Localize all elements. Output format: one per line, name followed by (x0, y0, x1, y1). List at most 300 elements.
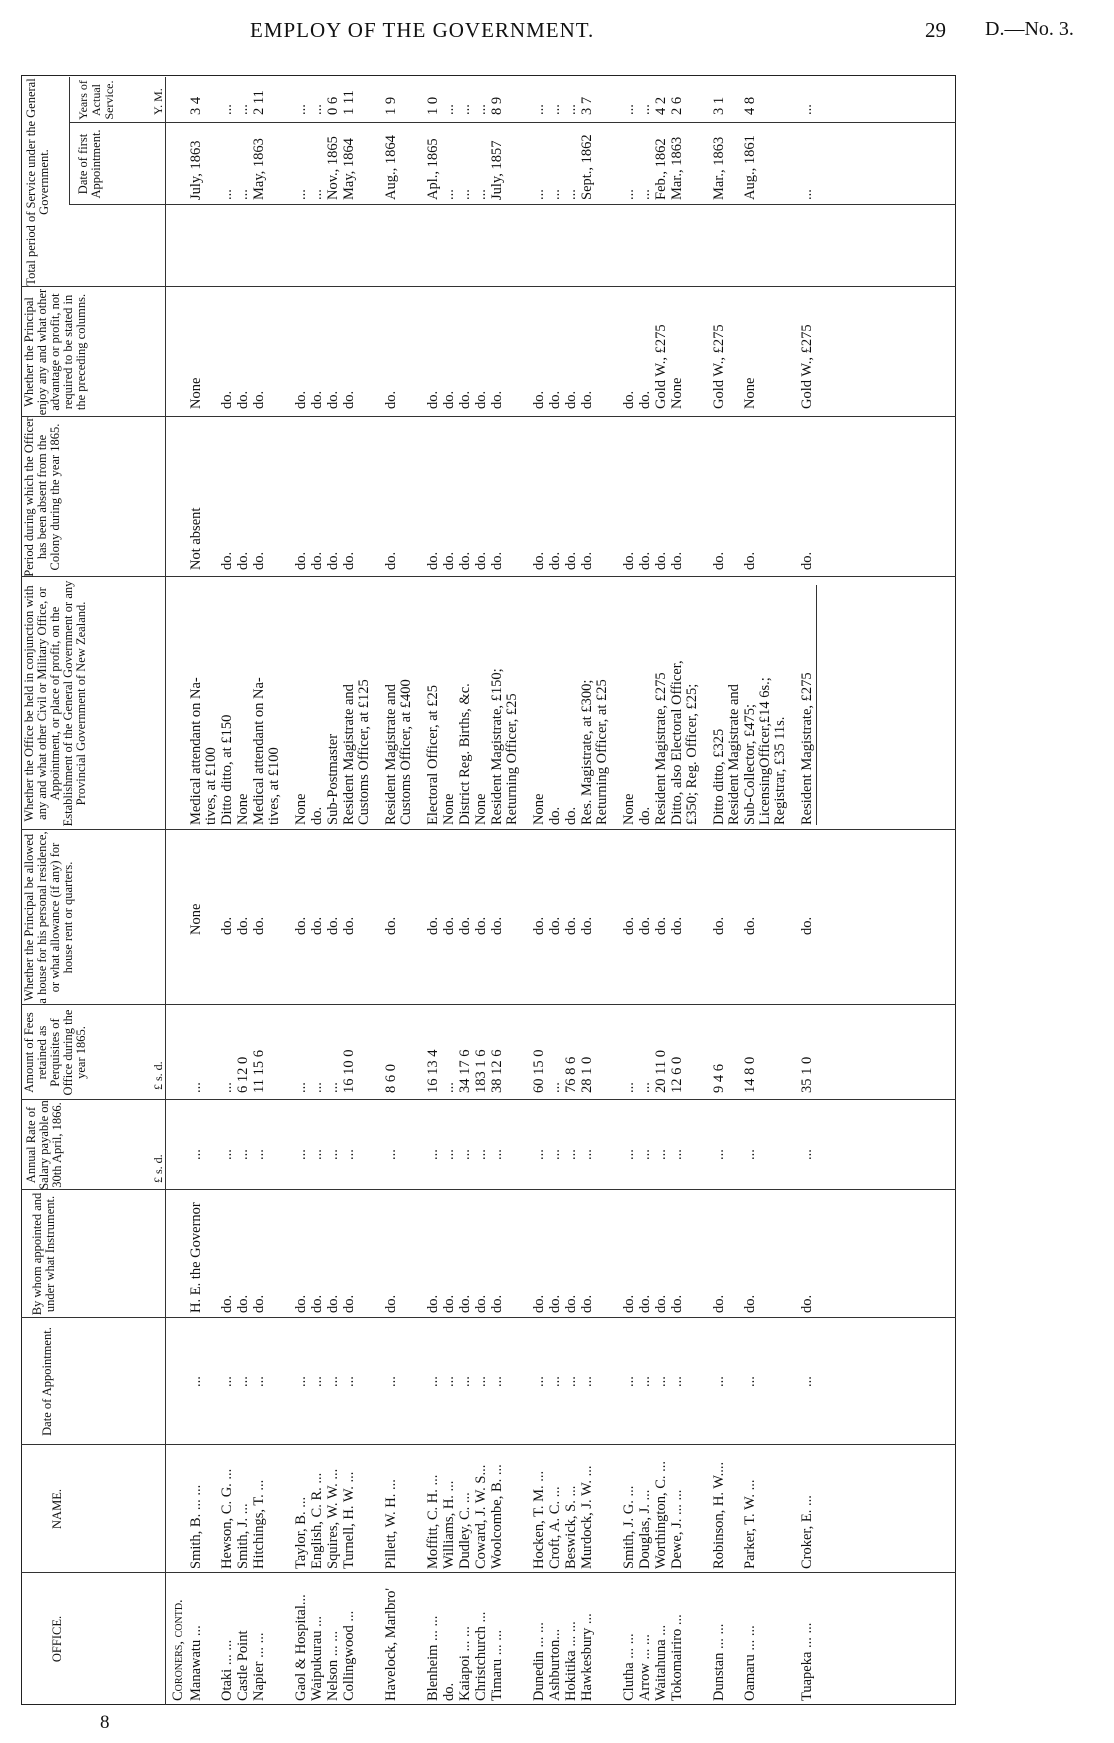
cell-house: do. (457, 916, 473, 935)
cell-office-conjunction: Ditto ditto, at £150 (219, 714, 235, 825)
cell-ym: ... (799, 104, 815, 115)
cell-by: do. (251, 1294, 267, 1313)
cell-office: Gaol & Hospital... (293, 1594, 309, 1701)
cell-office: Timaru ... ... (489, 1629, 505, 1701)
cell-name: Croker, E. ... (799, 1495, 815, 1569)
cell-fees: ... (621, 1082, 637, 1093)
cell-fees: 76 8 6 (563, 1056, 579, 1093)
cell-name: Coward, J. W. S... (473, 1464, 489, 1569)
cell-date: ... (219, 1376, 235, 1387)
cell-salary: ... (425, 1149, 441, 1160)
cell-by: do. (742, 1294, 758, 1313)
cell-office-conjunction: LicensingOfficer,£14 6s.; (757, 677, 773, 825)
cell-salary: ... (383, 1149, 399, 1160)
cell-date: ... (251, 1376, 267, 1387)
header-salary: Annual Rate of Salary payable on 30th April, 1866. (24, 1100, 64, 1190)
cell-first: Apl., 1865 (425, 138, 441, 200)
header-absence: Period during which the Officer has been absent from the Colony during the year 1865. (22, 417, 62, 577)
cell-name: Beswick, S. ... (563, 1485, 579, 1569)
cell-office: do. (441, 1682, 457, 1701)
cell-fees: 6 12 0 (235, 1056, 251, 1093)
cell-first: May, 1864 (341, 138, 357, 200)
cell-adv: do. (219, 390, 235, 409)
cell-name: Parker, T. W. ... (742, 1479, 758, 1569)
header-rule (165, 77, 166, 1705)
column-divider (21, 1317, 956, 1318)
cell-first: ... (531, 189, 547, 200)
cell-name: Douglas, J. ... (637, 1489, 653, 1569)
cell-date: ... (188, 1376, 204, 1387)
cell-salary: ... (711, 1149, 727, 1160)
cell-ym: ... (547, 104, 563, 115)
cell-ym: ... (637, 104, 653, 115)
cell-absent: do. (235, 551, 251, 570)
cell-house: do. (325, 916, 341, 935)
cell-office: Ashburton... (547, 1628, 563, 1701)
cell-salary: ... (457, 1149, 473, 1160)
cell-salary: ... (473, 1149, 489, 1160)
cell-office: Collingwood ... (341, 1610, 357, 1701)
cell-house: do. (547, 916, 563, 935)
cell-fees: 12 6 0 (669, 1056, 685, 1093)
cell-ym: 2 11 (251, 90, 267, 115)
cell-absent: do. (457, 551, 473, 570)
cell-office: Havelock, Marlbro' (383, 1588, 399, 1701)
cell-office-conjunction: Resident Magistrate, £275 (799, 672, 815, 825)
cell-ym: ... (457, 104, 473, 115)
cell-office: Otaki ... ... (219, 1639, 235, 1701)
cell-office: Dunstan ... ... (711, 1623, 727, 1701)
cell-adv: do. (547, 390, 563, 409)
cell-house: do. (309, 916, 325, 935)
cell-absent: do. (309, 551, 325, 570)
cell-absent: do. (669, 551, 685, 570)
cell-by: do. (473, 1294, 489, 1313)
header-rule (69, 77, 70, 205)
cell-by: do. (711, 1294, 727, 1313)
cell-house: None (188, 903, 204, 935)
cell-first: Nov., 1865 (325, 136, 341, 200)
cell-adv: do. (235, 390, 251, 409)
cell-salary: ... (341, 1149, 357, 1160)
cell-adv: do. (309, 390, 325, 409)
cell-office-conjunction: Customs Officer, at £125 (356, 679, 372, 825)
cell-adv: Gold W., £275 (799, 324, 815, 409)
cell-office: Hawkesbury ... (579, 1613, 595, 1701)
cell-by: do. (309, 1294, 325, 1313)
cell-absent: do. (653, 551, 669, 570)
cell-office: Arrow ... ... (637, 1634, 653, 1701)
cell-first: May, 1863 (251, 138, 267, 200)
cell-by: do. (669, 1294, 685, 1313)
cell-office-conjunction: None (473, 793, 489, 825)
cell-adv: do. (473, 390, 489, 409)
cell-office-conjunction: None (441, 793, 457, 825)
cell-by: do. (621, 1294, 637, 1313)
cell-date: ... (547, 1376, 563, 1387)
cell-first: Aug., 1861 (742, 135, 758, 200)
cell-fees: ... (293, 1082, 309, 1093)
cell-adv: do. (579, 390, 595, 409)
footer-page-number: 8 (100, 1712, 110, 1733)
cell-date: ... (669, 1376, 685, 1387)
header-first-appointment: Date of first Appointment. (76, 129, 103, 199)
cell-name: Dewe, J. ... ... (669, 1489, 685, 1569)
cell-name: English, C. R. ... (309, 1472, 325, 1569)
cell-office-conjunction: £350; Reg. Officer, £25; (684, 683, 700, 825)
column-divider (69, 204, 956, 205)
cell-office-conjunction: Sub-Postmaster (325, 733, 341, 825)
cell-first: July, 1863 (188, 140, 204, 200)
cell-adv: None (742, 377, 758, 409)
cell-house: do. (235, 916, 251, 935)
cell-office: Dunedin ... ... (531, 1622, 547, 1701)
cell-house: do. (341, 916, 357, 935)
cell-by: do. (425, 1294, 441, 1313)
cell-by: do. (383, 1294, 399, 1313)
header-date-of-appointment: Date of Appointment. (40, 1327, 54, 1436)
cell-office-conjunction: Sub-Collector, £475; (742, 703, 758, 825)
cell-ym: 1 9 (383, 96, 399, 115)
cell-house: do. (711, 916, 727, 935)
cell-fees: 11 15 6 (251, 1050, 267, 1093)
header-other-advantage: Whether the Principal enjoy any and what other advantage or profit, not required to be stated in the preceding columns. (22, 288, 88, 416)
cell-by: do. (799, 1294, 815, 1313)
cell-ym: ... (309, 104, 325, 115)
cell-house: do. (441, 916, 457, 935)
cell-by: do. (531, 1294, 547, 1313)
cell-fees: ... (637, 1082, 653, 1093)
cell-first: ... (799, 189, 815, 200)
cell-first: ... (621, 189, 637, 200)
cell-by: do. (579, 1294, 595, 1313)
cell-salary: ... (325, 1149, 341, 1160)
cell-first: Sept., 1862 (579, 134, 595, 200)
cell-office-conjunction: do. (563, 806, 579, 825)
cell-date: ... (637, 1376, 653, 1387)
cell-house: do. (742, 916, 758, 935)
cell-fees: 28 1 0 (579, 1056, 595, 1093)
cell-absent: do. (251, 551, 267, 570)
cell-absent: do. (425, 551, 441, 570)
page-number: 29 (925, 18, 946, 42)
cell-date: ... (341, 1376, 357, 1387)
cell-office-conjunction: tives, at £100 (203, 747, 219, 825)
cell-ym: 1 0 (425, 96, 441, 115)
cell-adv: do. (251, 390, 267, 409)
cell-salary: ... (251, 1149, 267, 1160)
cell-office-conjunction: Returning Officer, £25 (504, 693, 520, 825)
cell-absent: Not absent (188, 507, 204, 570)
cell-office: Manawatu ... (188, 1625, 204, 1701)
section-label: Coroners, contd. (170, 1599, 186, 1701)
cell-date: ... (531, 1376, 547, 1387)
cell-name: Taylor, B. ... (293, 1496, 309, 1569)
cell-house: do. (293, 916, 309, 935)
cell-by: do. (547, 1294, 563, 1313)
cell-office-conjunction: tives, at £100 (266, 747, 282, 825)
cell-by: do. (293, 1294, 309, 1313)
cell-by: do. (341, 1294, 357, 1313)
cell-fees: 20 11 0 (653, 1050, 669, 1093)
column-divider (21, 576, 956, 577)
cell-ym: 0 6 (325, 96, 341, 115)
rotated-table (21, 75, 956, 1705)
cell-office-conjunction: District Reg. Births, &c. (457, 683, 473, 825)
cell-adv: do. (621, 390, 637, 409)
cell-office-conjunction: Resident Magistrate, £150; (489, 668, 505, 825)
cell-salary: ... (579, 1149, 595, 1160)
column-divider (69, 122, 956, 123)
cell-name: Moffitt, C. H. ... (425, 1474, 441, 1569)
cell-office: Tuapeka ... ... (799, 1622, 815, 1701)
document-reference: D.—No. 3. (985, 18, 1074, 40)
cell-name: Woolcombe, B. ... (489, 1464, 505, 1569)
cell-by: do. (235, 1294, 251, 1313)
cell-salary: ... (621, 1149, 637, 1160)
cell-office: Napier ... ... (251, 1632, 267, 1701)
cell-by: do. (653, 1294, 669, 1313)
cell-ym: 3 4 (188, 96, 204, 115)
cell-date: ... (383, 1376, 399, 1387)
cell-office: Nelson ... ... (325, 1630, 341, 1701)
cell-fees: 16 10 0 (341, 1049, 357, 1093)
cell-by: do. (441, 1294, 457, 1313)
cell-office-conjunction: Electoral Officer, at £25 (425, 684, 441, 825)
cell-office: Waitahuna ... (653, 1624, 669, 1701)
cell-office: Christchurch ... (473, 1611, 489, 1701)
cell-first: ... (219, 189, 235, 200)
cell-adv: do. (563, 390, 579, 409)
cell-by: do. (489, 1294, 505, 1313)
cell-house: do. (473, 916, 489, 935)
cell-ym: 4 2 (653, 96, 669, 115)
cell-house: do. (799, 916, 815, 935)
cell-office-conjunction: None (293, 793, 309, 825)
cell-office-conjunction: Resident Magistrate and (341, 684, 357, 825)
header-office: OFFICE. (50, 1615, 64, 1663)
cell-adv: do. (441, 390, 457, 409)
cell-office: Castle Point (235, 1630, 251, 1701)
cell-first: ... (547, 189, 563, 200)
cell-office-conjunction: Resident Magistrate and (726, 684, 742, 825)
cell-fees: 9 4 6 (711, 1064, 727, 1093)
cell-by: do. (325, 1294, 341, 1313)
cell-date: ... (742, 1376, 758, 1387)
cell-house: do. (621, 916, 637, 935)
cell-name: Smith, B. ... ... (188, 1484, 204, 1569)
cell-name: Squires, W. W. ... (325, 1468, 341, 1569)
cell-house: do. (219, 916, 235, 935)
column-divider (21, 1572, 956, 1573)
cell-absent: do. (341, 551, 357, 570)
cell-ym: ... (293, 104, 309, 115)
cell-adv: Gold W., £275 (711, 324, 727, 409)
cell-date: ... (441, 1376, 457, 1387)
cell-salary: ... (219, 1149, 235, 1160)
cell-salary: ... (669, 1149, 685, 1160)
column-divider (21, 1004, 956, 1005)
cell-date: ... (711, 1376, 727, 1387)
cell-office-conjunction: Ditto ditto, £325 (711, 728, 727, 825)
cell-date: ... (579, 1376, 595, 1387)
cell-date: ... (653, 1376, 669, 1387)
cell-ym: 8 9 (489, 96, 505, 115)
cell-date: ... (457, 1376, 473, 1387)
header-by-whom: By whom appointed and under what Instrument. (30, 1192, 57, 1316)
cell-name: Dudley, C. ... (457, 1492, 473, 1569)
header-house: Whether the Principal be allowed a house for his personal residence, or what allowance (if any) for house rent or quarters. (22, 831, 75, 1004)
cell-salary: ... (637, 1149, 653, 1160)
cell-absent: do. (547, 551, 563, 570)
cell-fees: ... (188, 1082, 204, 1093)
cell-ym: ... (441, 104, 457, 115)
header-office-conjunction: Whether the Office be held in conjunction with any and what other Civil or Military Office, or Appointment, or place of profit, on the Establishment of the General Government or any Provincial Government of New Zealand. (22, 580, 88, 827)
cell-first: ... (309, 189, 325, 200)
cell-name: Hocken, T. M. ... (531, 1470, 547, 1569)
page-title: EMPLOY OF THE GOVERNMENT. (250, 18, 595, 42)
cell-name: Pillett, W. H. ... (383, 1479, 399, 1569)
cell-date: ... (473, 1376, 489, 1387)
cell-absent: do. (219, 551, 235, 570)
cell-house: do. (531, 916, 547, 935)
cell-fees: 14 8 0 (742, 1056, 758, 1093)
cell-office-conjunction: do. (637, 806, 653, 825)
cell-absent: do. (293, 551, 309, 570)
cell-absent: do. (637, 551, 653, 570)
cell-name: Murdock, J. W. ... (579, 1465, 595, 1569)
cell-ym: 3 1 (711, 96, 727, 115)
cell-absent: do. (621, 551, 637, 570)
cell-office-conjunction: None (235, 793, 251, 825)
cell-first: Mar., 1863 (711, 136, 727, 200)
cell-first: July, 1857 (489, 140, 505, 200)
cell-house: do. (669, 916, 685, 935)
cell-absent: do. (711, 551, 727, 570)
cell-first: ... (457, 189, 473, 200)
cell-name: Smith, J. ... (235, 1503, 251, 1569)
cell-date: ... (325, 1376, 341, 1387)
cell-adv: None (188, 377, 204, 409)
cell-absent: do. (563, 551, 579, 570)
cell-adv: do. (293, 390, 309, 409)
cell-fees: 35 1 0 (799, 1056, 815, 1093)
cell-fees: 34 17 6 (457, 1049, 473, 1093)
cell-date: ... (799, 1376, 815, 1387)
cell-adv: do. (489, 390, 505, 409)
cell-office-conjunction: Resident Magistrate and (383, 684, 399, 825)
cell-first: ... (441, 189, 457, 200)
cell-fees: 16 13 4 (425, 1049, 441, 1093)
cell-first: Aug., 1864 (383, 135, 399, 200)
cell-fees: ... (547, 1082, 563, 1093)
cell-salary: ... (489, 1149, 505, 1160)
fees-units: £ s. d. (151, 1061, 165, 1090)
cell-ym: 4 8 (742, 96, 758, 115)
cell-adv: do. (637, 390, 653, 409)
cell-first: ... (637, 189, 653, 200)
cell-absent: do. (325, 551, 341, 570)
cell-by: do. (563, 1294, 579, 1313)
cell-office-conjunction: do. (547, 806, 563, 825)
column-divider (21, 1444, 956, 1445)
cell-office: Kaiapoi ... ... (457, 1626, 473, 1701)
header-total-service: Total period of Service under the General Government. (24, 78, 51, 286)
cell-house: do. (563, 916, 579, 935)
column-divider (21, 416, 956, 417)
cell-by: H. E. the Governor (188, 1202, 204, 1313)
cell-date: ... (489, 1376, 505, 1387)
cell-date: ... (293, 1376, 309, 1387)
cell-office-conjunction: Resident Magistrate, £275 (653, 672, 669, 825)
cell-office: Hokitika ... ... (563, 1621, 579, 1701)
column-divider (21, 1099, 956, 1100)
cell-salary: ... (799, 1149, 815, 1160)
cell-ym: ... (473, 104, 489, 115)
cell-first: ... (563, 189, 579, 200)
cell-first: ... (293, 189, 309, 200)
cell-date: ... (621, 1376, 637, 1387)
cell-salary: ... (742, 1149, 758, 1160)
cell-salary: ... (441, 1149, 457, 1160)
cell-adv: do. (531, 390, 547, 409)
cell-office: Oamaru ... ... (742, 1625, 758, 1701)
cell-office-conjunction: do. (309, 806, 325, 825)
cell-salary: ... (309, 1149, 325, 1160)
column-divider (21, 829, 956, 830)
cell-ym: 2 6 (669, 96, 685, 115)
cell-absent: do. (579, 551, 595, 570)
cell-absent: do. (441, 551, 457, 570)
column-divider (21, 1189, 956, 1190)
cell-date: ... (309, 1376, 325, 1387)
cell-office-conjunction: Medical attendant on Na- (188, 677, 204, 825)
salary-units: £ s. d. (151, 1154, 165, 1183)
cell-adv: do. (341, 390, 357, 409)
cell-salary: ... (653, 1149, 669, 1160)
cell-name: Turnell, H. W. ... (341, 1471, 357, 1569)
cell-ym: ... (621, 104, 637, 115)
cell-ym: 3 7 (579, 96, 595, 115)
cell-by: do. (637, 1294, 653, 1313)
cell-name: Worthington, C. ... (653, 1461, 669, 1569)
cell-office-conjunction: Ditto, also Electoral Officer, (669, 660, 685, 825)
cell-house: do. (653, 916, 669, 935)
cell-name: Hewson, C. G. ... (219, 1468, 235, 1569)
cell-office-conjunction: None (621, 793, 637, 825)
cell-office: Blenheim ... ... (425, 1615, 441, 1701)
cell-house: do. (637, 916, 653, 935)
header-fees: Amount of Fees retained as Perquisites of Office during the year 1865. (22, 1009, 88, 1096)
cell-name: Smith, J. G. ... (621, 1485, 637, 1569)
cell-adv: Gold W., £275 (653, 324, 669, 409)
cell-ym: ... (531, 104, 547, 115)
cell-house: do. (489, 916, 505, 935)
cell-salary: ... (293, 1149, 309, 1160)
cell-fees: ... (219, 1082, 235, 1093)
cell-fees: 60 15 0 (531, 1049, 547, 1093)
cell-name: Robinson, H. W.... (711, 1461, 727, 1569)
cell-house: do. (579, 916, 595, 935)
cell-name: Williams, H. ... (441, 1480, 457, 1569)
cell-absent: do. (383, 551, 399, 570)
cell-salary: ... (188, 1149, 204, 1160)
cell-date: ... (235, 1376, 251, 1387)
cell-ym: ... (235, 104, 251, 115)
cell-salary: ... (531, 1149, 547, 1160)
cell-name: Croft, A. C. ... (547, 1486, 563, 1569)
cell-adv: do. (457, 390, 473, 409)
